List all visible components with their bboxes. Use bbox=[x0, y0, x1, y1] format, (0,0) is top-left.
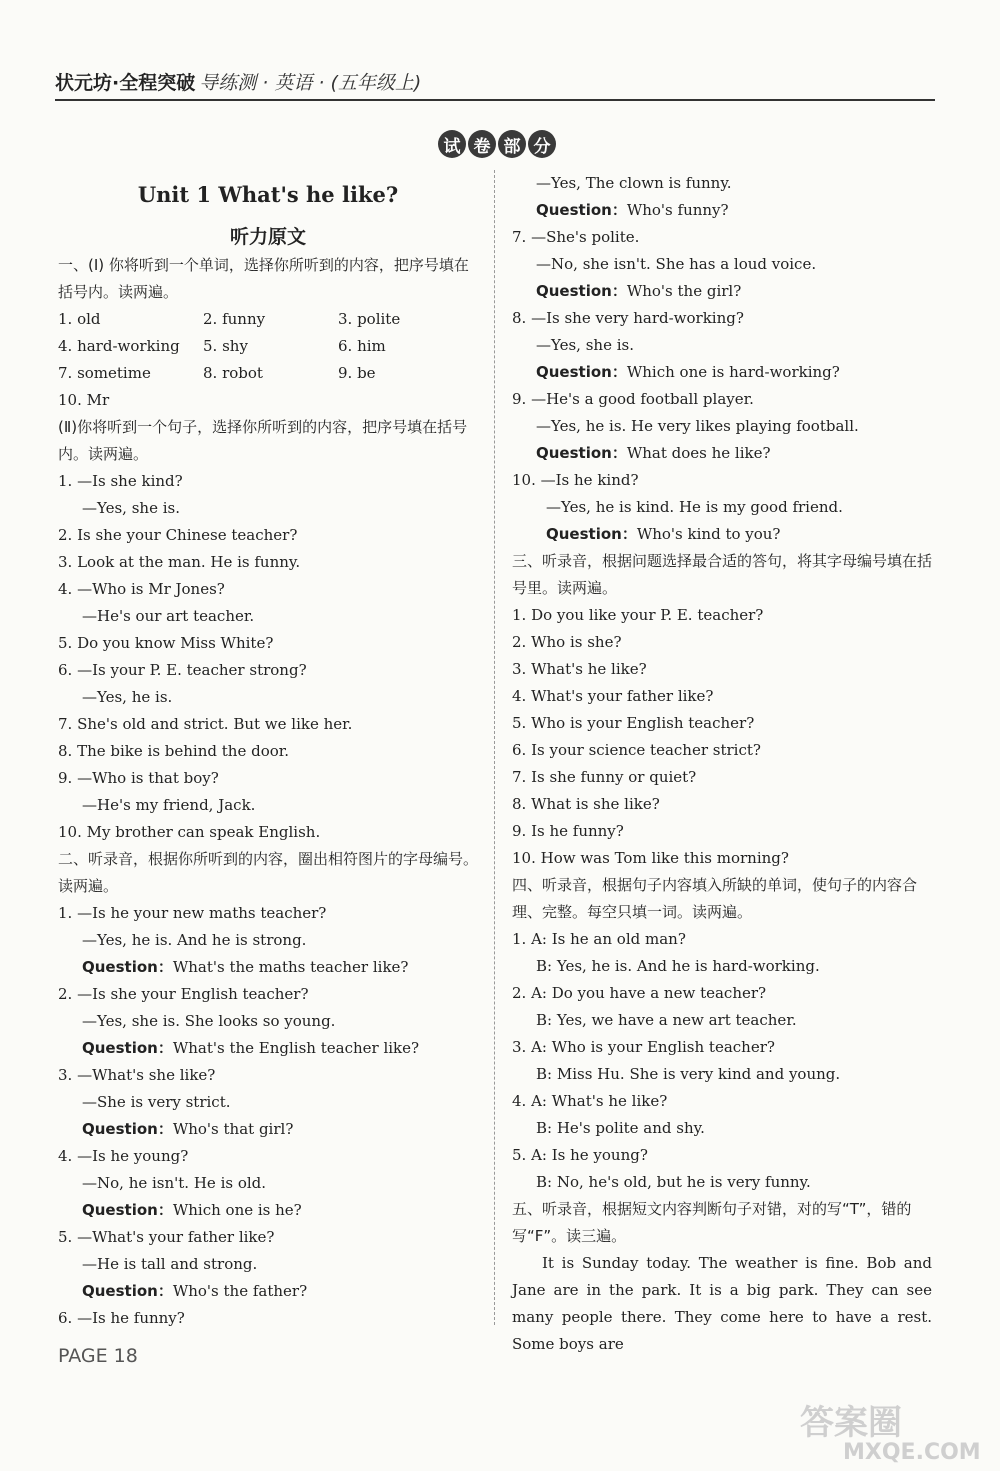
list-item: —Yes, she is. bbox=[82, 499, 180, 517]
list-item: 1. Do you like your P. E. teacher? bbox=[512, 606, 764, 624]
question-line: Question：What does he like? bbox=[536, 444, 771, 462]
list-item: 10. My brother can speak English. bbox=[58, 823, 321, 841]
page-header bbox=[55, 68, 935, 102]
list-item: 2. Is she your Chinese teacher? bbox=[58, 526, 298, 544]
list-item: 3. Look at the man. He is funny. bbox=[58, 553, 301, 571]
list-item: 5. Who is your English teacher? bbox=[512, 714, 755, 732]
word-item: 6. him bbox=[338, 337, 386, 355]
list-item: 9. —Who is that boy? bbox=[58, 769, 219, 787]
list-item: B: Miss Hu. She is very kind and young. bbox=[536, 1065, 841, 1083]
section-badge bbox=[438, 130, 556, 160]
list-item: 6. Is your science teacher strict? bbox=[512, 741, 761, 759]
word-item: 2. funny bbox=[203, 310, 266, 328]
list-item: 6. —Is your P. E. teacher strong? bbox=[58, 661, 307, 679]
list-item: 1. A: Is he an old man? bbox=[512, 930, 686, 948]
book-brand: 状元坊·全程突破 bbox=[55, 72, 196, 94]
list-item: 7. She's old and strict. But we like her. bbox=[58, 715, 353, 733]
page-number: PAGE 18 bbox=[58, 1345, 138, 1367]
list-item: —No, she isn't. She has a loud voice. bbox=[536, 255, 817, 273]
list-item: 6. —Is he funny? bbox=[58, 1309, 185, 1327]
list-item: 5. A: Is he young? bbox=[512, 1146, 648, 1164]
list-item: —No, he isn't. He is old. bbox=[82, 1174, 267, 1192]
question-line: Question：Who's the girl? bbox=[536, 282, 742, 300]
list-item: —She is very strict. bbox=[82, 1093, 231, 1111]
word-item: 4. hard-working bbox=[58, 337, 180, 355]
list-item: 10. How was Tom like this morning? bbox=[512, 849, 789, 867]
list-item: 1. —Is he your new maths teacher? bbox=[58, 904, 327, 922]
left-column bbox=[58, 170, 478, 1332]
badge-char: 分 bbox=[528, 130, 556, 158]
list-item: —Yes, he is. bbox=[82, 688, 173, 706]
list-item: 3. A: Who is your English teacher? bbox=[512, 1038, 775, 1056]
part1-instruction: 一、(Ⅰ) 你将听到一个单词，选择你所听到的内容，把序号填在括号内。读两遍。 bbox=[58, 256, 469, 301]
list-item: 8. The bike is behind the door. bbox=[58, 742, 290, 760]
list-item: 7. Is she funny or quiet? bbox=[512, 768, 697, 786]
section-title: 听力原文 bbox=[229, 226, 306, 248]
part1-instruction-2: (Ⅱ)你将听到一个句子，选择你所听到的内容，把序号填在括号内。读两遍。 bbox=[58, 418, 468, 463]
badge-char: 卷 bbox=[468, 130, 496, 158]
list-item: 5. Do you know Miss White? bbox=[58, 634, 274, 652]
list-item: —Yes, The clown is funny. bbox=[536, 174, 732, 192]
word-item: 1. old bbox=[58, 310, 101, 328]
list-item: 2. Who is she? bbox=[512, 633, 622, 651]
list-item: 7. —She's polite. bbox=[512, 228, 640, 246]
list-item: 2. A: Do you have a new teacher? bbox=[512, 984, 767, 1002]
list-item: B: He's polite and shy. bbox=[536, 1119, 705, 1137]
word-item: 10. Mr bbox=[58, 391, 110, 409]
list-item: 5. —What's your father like? bbox=[58, 1228, 275, 1246]
question-line: Question：Who's the father? bbox=[82, 1282, 308, 1300]
list-item: 1. —Is she kind? bbox=[58, 472, 183, 490]
word-item: 8. robot bbox=[203, 364, 263, 382]
book-subtitle: 导练测 · 英语 · (五年级上) bbox=[199, 72, 422, 94]
list-item: —Yes, she is. bbox=[536, 336, 634, 354]
list-item: 9. Is he funny? bbox=[512, 822, 624, 840]
list-item: 4. —Is he young? bbox=[58, 1147, 189, 1165]
right-column bbox=[512, 170, 932, 1358]
question-line: Question：What's the maths teacher like? bbox=[82, 958, 409, 976]
question-line: Question：Which one is hard-working? bbox=[536, 363, 840, 381]
list-item: 4. What's your father like? bbox=[512, 687, 714, 705]
column-divider bbox=[494, 170, 495, 1325]
list-item: 3. —What's she like? bbox=[58, 1066, 216, 1084]
list-item: B: Yes, we have a new art teacher. bbox=[536, 1011, 797, 1029]
word-item: 3. polite bbox=[338, 310, 401, 328]
question-line: Question：Who's that girl? bbox=[82, 1120, 294, 1138]
part3-instruction: 三、听录音，根据问题选择最合适的答句，将其字母编号填在括号里。读两遍。 bbox=[512, 552, 933, 597]
list-item: —He is tall and strong. bbox=[82, 1255, 258, 1273]
list-item: B: Yes, he is. And he is hard-working. bbox=[536, 957, 820, 975]
badge-char: 试 bbox=[438, 130, 466, 158]
part5-instruction: 五、听录音，根据短文内容判断句子对错，对的写“T”，错的写“F”。读三遍。 bbox=[512, 1200, 912, 1245]
header-rule bbox=[55, 99, 935, 101]
question-line: Question：What's the English teacher like? bbox=[82, 1039, 420, 1057]
list-item: —Yes, he is kind. He is my good friend. bbox=[546, 498, 843, 516]
passage: It is Sunday today. The weather is fine. Bob and Jane are in the park. It is a big park. They can see many people there. They come here to have a rest. Some boys are bbox=[512, 1254, 932, 1353]
list-item: 2. —Is she your English teacher? bbox=[58, 985, 309, 1003]
watermark-url: MXQE.COM bbox=[843, 1440, 981, 1465]
list-item: B: No, he's old, but he is very funny. bbox=[536, 1173, 811, 1191]
list-item: 4. A: What's he like? bbox=[512, 1092, 668, 1110]
list-item: —He's our art teacher. bbox=[82, 607, 255, 625]
list-item: 4. —Who is Mr Jones? bbox=[58, 580, 225, 598]
word-item: 9. be bbox=[338, 364, 376, 382]
word-item: 7. sometime bbox=[58, 364, 151, 382]
question-line: Question：Who's kind to you? bbox=[546, 525, 781, 543]
list-item: —Yes, he is. And he is strong. bbox=[82, 931, 307, 949]
watermark-logo: 答案圈 bbox=[800, 1403, 902, 1443]
list-item: 3. What's he like? bbox=[512, 660, 647, 678]
list-item: 8. —Is she very hard-working? bbox=[512, 309, 744, 327]
badge-char: 部 bbox=[498, 130, 526, 158]
list-item: 10. —Is he kind? bbox=[512, 471, 639, 489]
list-item: 8. What is she like? bbox=[512, 795, 660, 813]
word-list bbox=[58, 306, 478, 387]
list-item: 9. —He's a good football player. bbox=[512, 390, 754, 408]
list-item: —Yes, he is. He very likes playing football. bbox=[536, 417, 859, 435]
part2-instruction: 二、听录音，根据你所听到的内容，圈出相符图片的字母编号。读两遍。 bbox=[58, 850, 479, 895]
list-item: —He's my friend, Jack. bbox=[82, 796, 256, 814]
word-item: 5. shy bbox=[203, 337, 248, 355]
list-item: —Yes, she is. She looks so young. bbox=[82, 1012, 336, 1030]
part4-instruction: 四、听录音，根据句子内容填入所缺的单词，使句子的内容合理、完整。每空只填一词。读两遍。 bbox=[512, 876, 918, 921]
question-line: Question：Who's funny? bbox=[536, 201, 729, 219]
question-line: Question：Which one is he? bbox=[82, 1201, 302, 1219]
unit-title: Unit 1 What's he like? bbox=[137, 182, 399, 207]
